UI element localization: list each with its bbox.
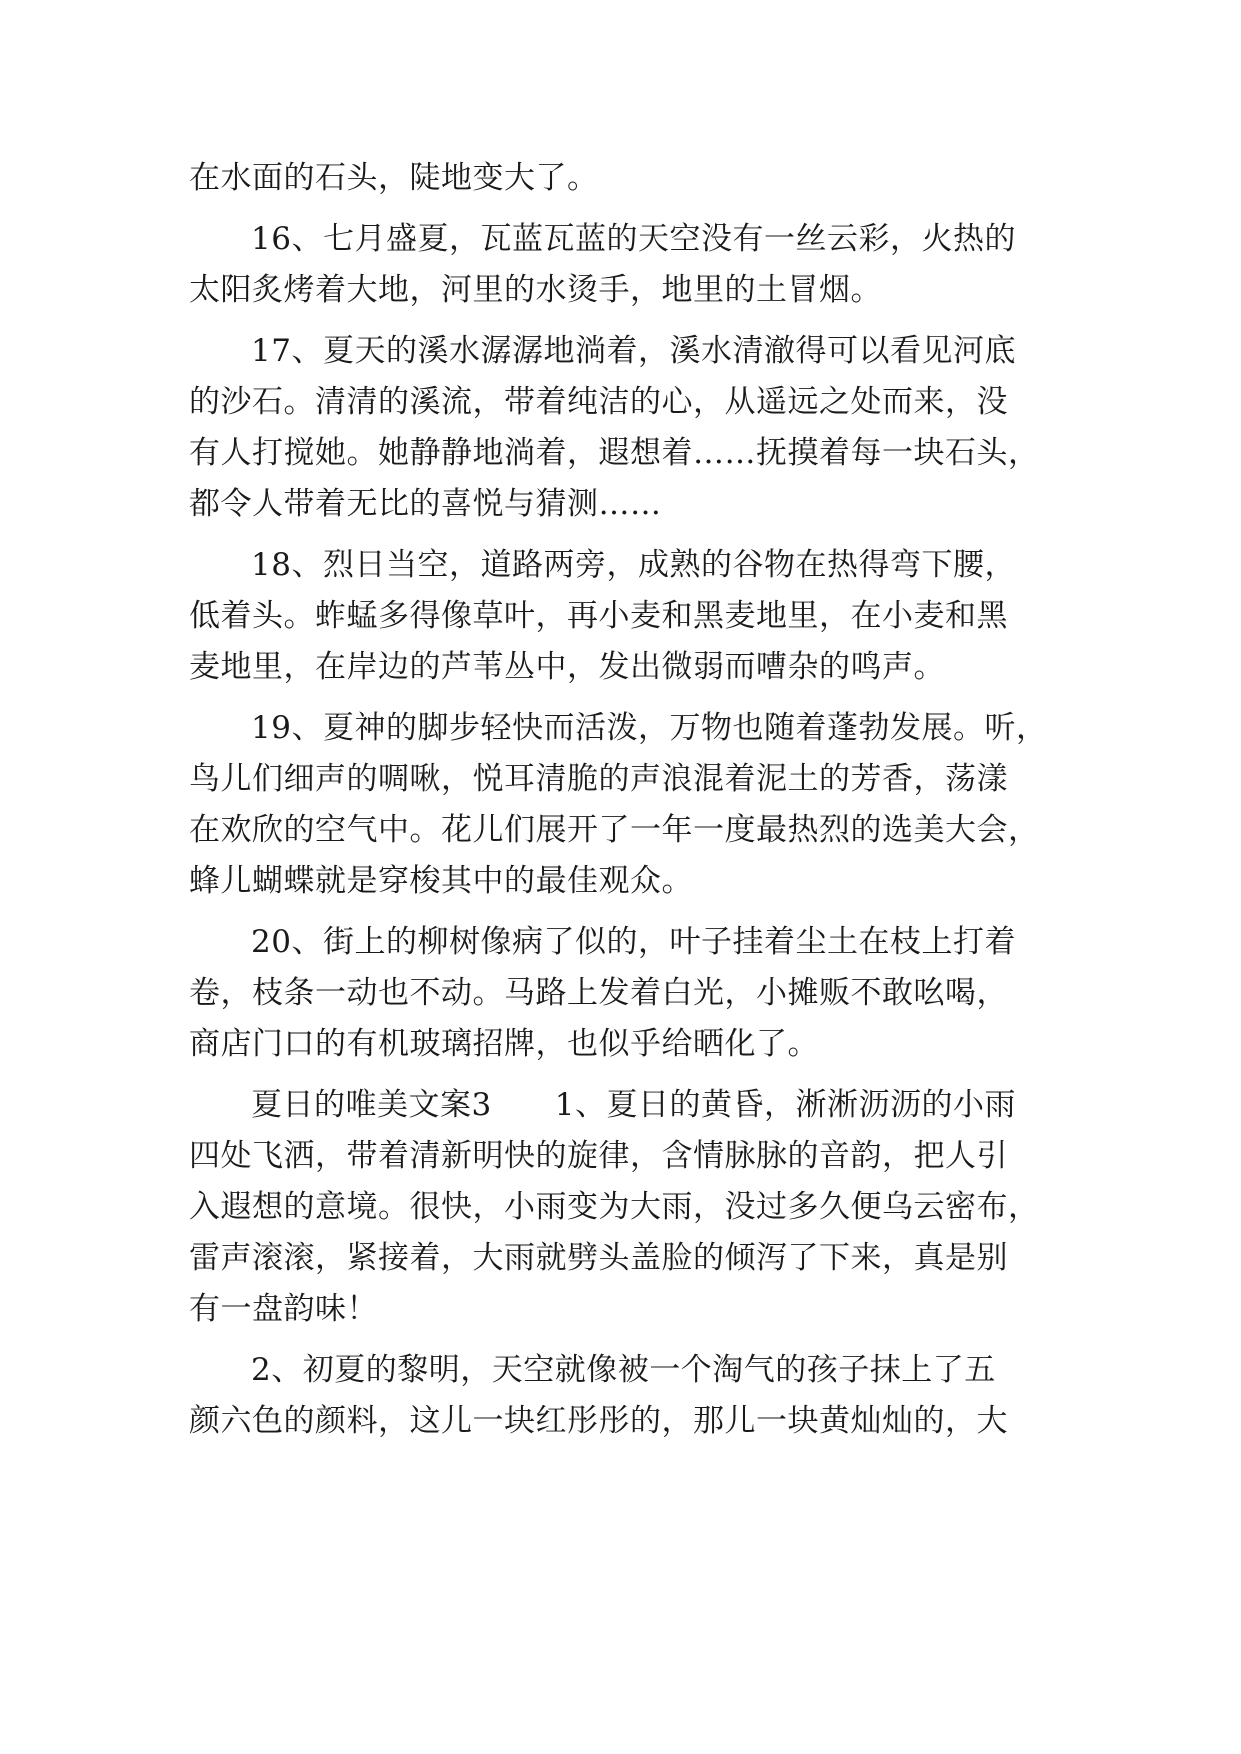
text-line: 在欢欣的空气中。花儿们展开了一年一度最热烈的选美大会， <box>189 812 1040 848</box>
text-line: 商店门口的有机玻璃招牌，也似乎给晒化了。 <box>189 1026 819 1062</box>
text-line: 夏日的唯美文案3 1、夏日的黄昏，淅淅沥沥的小雨 <box>251 1087 1016 1123</box>
text-line: 19、夏神的脚步轻快而活泼，万物也随着蓬勃发展。听， <box>251 710 1048 746</box>
text-line: 卷，枝条一动也不动。马路上发着白光，小摊贩不敢吆喝， <box>189 975 1008 1011</box>
text-line: 2、初夏的黎明，天空就像被一个淘气的孩子抹上了五 <box>251 1352 996 1388</box>
text-line: 有人打搅她。她静静地淌着，遐想着……抚摸着每一块石头， <box>189 435 1040 471</box>
text-line: 太阳炙烤着大地，河里的水烫手，地里的土冒烟。 <box>189 272 882 308</box>
text-line: 的沙石。清清的溪流，带着纯洁的心，从遥远之处而来，没 <box>189 384 1008 420</box>
text-line: 17、夏天的溪水潺潺地淌着，溪水清澈得可以看见河底 <box>251 333 1016 369</box>
text-line: 蜂儿蝴蝶就是穿梭其中的最佳观众。 <box>189 863 693 899</box>
text-line: 在水面的石头，陡地变大了。 <box>189 160 599 196</box>
text-line: 16、七月盛夏，瓦蓝瓦蓝的天空没有一丝云彩，火热的 <box>251 221 1016 257</box>
text-line: 入遐想的意境。很快，小雨变为大雨，没过多久便乌云密布， <box>189 1189 1040 1225</box>
text-line: 颜六色的颜料，这儿一块红彤彤的，那儿一块黄灿灿的，大 <box>189 1403 1008 1439</box>
text-line: 四处飞洒，带着清新明快的旋律，含情脉脉的音韵，把人引 <box>189 1138 1008 1174</box>
text-line: 有一盘韵味！ <box>189 1291 378 1327</box>
text-line: 都令人带着无比的喜悦与猜测…… <box>189 486 662 522</box>
text-line: 雷声滚滚，紧接着，大雨就劈头盖脸的倾泻了下来，真是别 <box>189 1240 1008 1276</box>
text-line: 18、烈日当空，道路两旁，成熟的谷物在热得弯下腰， <box>251 547 1016 583</box>
text-line: 20、街上的柳树像病了似的，叶子挂着尘土在枝上打着 <box>251 924 1016 960</box>
text-line: 麦地里，在岸边的芦苇丛中，发出微弱而嘈杂的鸣声。 <box>189 649 945 685</box>
text-line: 鸟儿们细声的啁啾，悦耳清脆的声浪混着泥土的芳香，荡漾 <box>189 761 1008 797</box>
text-line: 低着头。蚱蜢多得像草叶，再小麦和黑麦地里，在小麦和黑 <box>189 598 1008 634</box>
